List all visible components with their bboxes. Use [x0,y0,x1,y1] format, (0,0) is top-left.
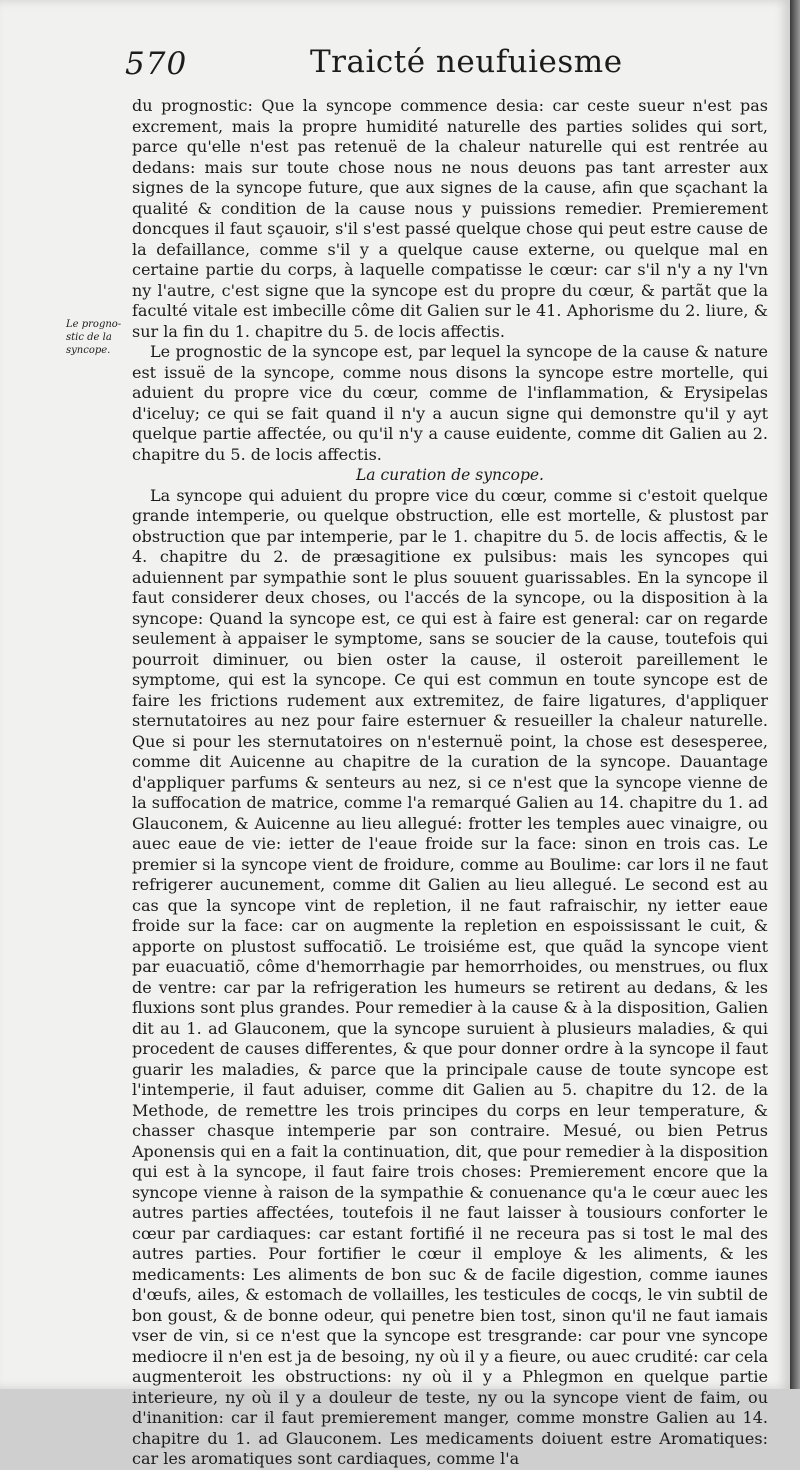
running-head [125,44,765,84]
running-title: Traicté neufuiesme [310,44,623,80]
paragraph: du prognostic: Que la syncope commence desia: car ceste sueur n'est pas excrement, mais la propre humidité naturelle des parties solides qui sort, parce qu'elle n'est pas retenuë de la chaleur naturelle qui est rentrée au dedans: mais sur toute chose nous ne nous deuons pas tant arrester aux signes de la syncope future, que aux signes de la cause, afin que sçachant la qualité & condition de la cause nous y puissions remedier. Premierement doncques il faut sçauoir, s'il s'est passé quelque chose qui peut estre cause de la defaillance, comme s'il y a quelque cause externe, ou quelque mal en certaine partie du corps, à laquelle compatisse le cœur: car s'il n'y a ny l'vn ny l'autre, c'est signe que la syncope est du propre du cœur, & partãt que la faculté vitale est imbecille côme dit Galien sur le 41. Aphorisme du 2. liure, & sur la fin du 1. chapitre du 5. de locis affectis. [132,96,768,341]
body-text [132,96,768,1470]
paragraph: La syncope qui aduient du propre vice du cœur, comme si c'estoit quelque grande intemperie, ou quelque obstruction, elle est mortelle, & plustost par obstruction que par intemperie, par le 1. chapitre du 5. de locis affectis, & le 4. chapitre du 2. de præsagitione ex pulsibus: mais les syncopes qui aduiennent par sympathie sont le plus souuent guarissables. En la syncope il faut considerer deux choses, ou l'accés de la syncope, ou la disposition à la syncope: Quand la syncope est, ce qui est à faire est general: car on regarde seulement à appaiser le symptome, sans se soucier de la cause, toutefois qui pourroit diminuer, ou bien oster la cause, il osteroit pareillement le symptome, qui est la syncope. Ce qui est commun en toute syncope est de faire les frictions rudement aux extremitez, de faire ligatures, d'appliquer sternutatoires au nez pour faire esternuer & resueiller la chaleur naturelle. Que si pour les sternutatoires on n'esternuë point, la chose est desesperee, comme dit Auicenne au chapitre de la curation de la syncope. Dauantage d'appliquer parfums & senteurs au nez, si ce n'est que la syncope vienne de la suffocation de matrice, comme l'a remarqué Galien au 14. chapitre du 1. ad Glauconem, & Auicenne au lieu allegué: frotter les temples auec vinaigre, ou auec eaue de vie: ietter de l'eaue froide sur la face: sinon en trois cas. Le premier si la syncope vient de froidure, comme au Boulime: car lors il ne faut refrigerer aucunement, comme dit Galien au lieu allegué. Le second est au cas que la syncope vint de repletion, il ne faut rafraischir, ny ietter eaue froide sur la face: car on augmente la repletion en espoississant le cuit, & apporte on plustost suffocatiõ. Le troisiéme est, que quãd la syncope vient par euacuatiõ, côme d'hemorrhagie par hemorrhoides, ou menstrues, ou flux de ventre: car par la refrigeration les humeurs se retirent au dedans, & les fluxions sont plus grandes. Pour remedier à la cause & à la disposition, Galien dit au 1. ad Glauconem, que la syncope suruient à plusieurs maladies, & qui procedent de causes differentes, & que pour donner ordre à la syncope il faut guarir les maladies, & parce que la principale cause de toute syncope est l'intemperie, il faut aduiser, comme dit Galien au 5. chapitre du 12. de la Methode, de remettre les trois principes du corps en leur temperature, & chasser chasque intemperie par son contraire. Mesué, ou bien Petrus Aponensis qui en a fait la continuation, dit, que pour remedier à la disposition qui est à la syncope, il faut faire trois choses: Premierement encore que la syncope vienne à raison de la sympathie & conuenance qu'a le cœur auec les autres parties affectées, toutefois il ne faut laisser à tousiours conforter le cœur par cardiaques: car estant fortifié il ne receura pas si tost le mal des autres parties. Pour fortifier le cœur il employe & les aliments, & les medicaments: Les aliments de bon suc & de facile digestion, comme iaunes d'œufs, ailes, & estomach de vollailles, les testicules de cocqs, le vin subtil de bon goust, & de bonne odeur, qui penetre bien tost, sinon qu'il ne faut iamais vser de vin, si ce n'est que la syncope est tresgrande: car pour vne syncope mediocre il n'en est ja de besoing, ny où il y a fieure, ou auec crudité: car cela augmenteroit les obstructions: ny où il y a Phlegmon en quelque partie interieure, ny où il y a douleur de teste, ny ou la syncope vient de faim, ou d'inanition: car il faut premierement manger, comme monstre Galien au 14. chapitre du 1. ad Glauconem. Les medicaments doiuent estre Aromatiques: car les aromatiques sont cardiaques, comme l'a [132,485,768,1468]
page-edge [790,0,800,1389]
page-number: 570 [125,46,188,82]
section-heading: La curation de syncope. [356,466,544,484]
margin-note: Le progno-stic de la syncope. [66,319,122,356]
paragraph: Le prognostic de la syncope est, par lequel la syncope de la cause & nature est issuë de la syncope, comme nous disons la syncope estre mortelle, qui aduient du propre vice du cœur, comme de l'inflammation, & Erysipelas d'iceluy; ce qui se fait quand il n'y a aucun signe qui demonstre qu'il y ayt quelque partie affectée, ou qu'il n'y a cause euidente, comme dit Galien au 2. chapitre du 5. de locis affectis. [132,342,768,464]
